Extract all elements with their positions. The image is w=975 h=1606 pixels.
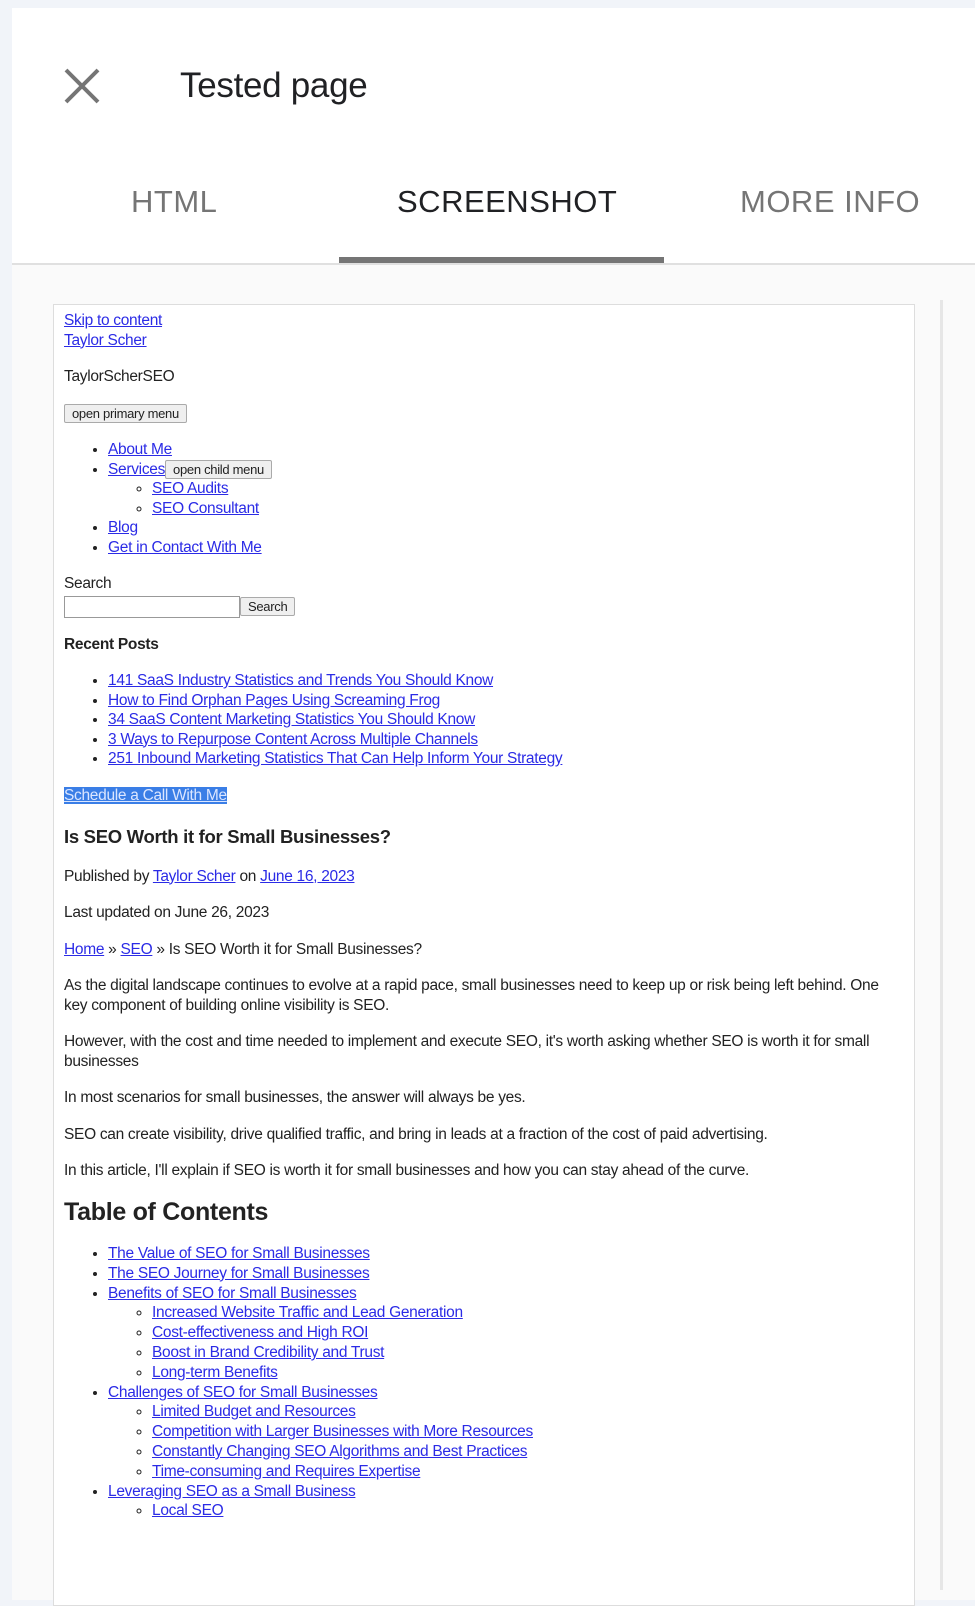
nav-about[interactable]: About Me	[108, 441, 172, 458]
toc-title: Table of Contents	[64, 1197, 269, 1226]
toc-link[interactable]: The Value of SEO for Small Businesses	[108, 1245, 370, 1262]
toc-link[interactable]: Long-term Benefits	[152, 1363, 278, 1381]
nav-blog[interactable]: Blog	[108, 519, 138, 536]
site-name: TaylorScherSEO	[64, 368, 175, 385]
paragraph: In most scenarios for small businesses, the answer will always be yes.	[64, 1089, 526, 1106]
date-link[interactable]: June 16, 2023	[260, 867, 355, 885]
paragraph: In this article, I'll explain if SEO is worth it for small businesses and how you can stay ahead of the curve.	[64, 1162, 750, 1179]
toc-link[interactable]: Benefits of SEO for Small Businesses	[108, 1284, 357, 1302]
toc-link[interactable]: Competition with Larger Businesses with More Resources	[152, 1423, 533, 1441]
toc-link[interactable]: The SEO Journey for Small Businesses	[108, 1264, 370, 1282]
skip-link[interactable]: Skip to content	[64, 312, 163, 329]
breadcrumb-current: Is SEO Worth it for Small Businesses?	[168, 940, 422, 958]
breadcrumb-seo[interactable]: SEO	[120, 940, 153, 958]
paragraph: As the digital landscape continues to evolve at a rapid pace, small businesses need to keep up or risk being left behind. One key component of building online visibility is SEO.	[64, 977, 879, 1014]
paragraph: However, with the cost and time needed to implement and execute SEO, it's worth asking whether SEO is worth it for small businesses	[64, 1033, 870, 1070]
breadcrumb-home[interactable]: Home	[64, 940, 105, 958]
last-updated: Last updated on June 26, 2023	[64, 904, 270, 921]
toc-link[interactable]: Constantly Changing SEO Algorithms and Best Practices	[152, 1442, 528, 1460]
tab-more-info[interactable]: MORE INFO	[740, 184, 921, 219]
close-icon[interactable]	[62, 66, 102, 106]
on-text: on	[239, 867, 257, 885]
recent-post-link[interactable]: 34 SaaS Content Marketing Statistics You Should Know	[108, 711, 475, 728]
panel-title: Tested page	[180, 66, 368, 105]
toc-link[interactable]: Cost-effectiveness and High ROI	[152, 1324, 369, 1342]
published-prefix: Published by	[64, 867, 150, 885]
tab-screenshot[interactable]: SCREENSHOT	[397, 184, 618, 219]
recent-posts-list	[64, 671, 904, 769]
nav-seo-consultant[interactable]: SEO Consultant	[152, 499, 259, 517]
toc-link[interactable]: Time-consuming and Requires Expertise	[152, 1462, 421, 1480]
toc-link[interactable]: Increased Website Traffic and Lead Generation	[152, 1304, 463, 1322]
search-button[interactable]: Search	[240, 597, 295, 616]
toc-link[interactable]: Local SEO	[152, 1502, 224, 1520]
nav-services[interactable]: Services	[108, 460, 166, 478]
toc-link[interactable]: Boost in Brand Credibility and Trust	[152, 1343, 385, 1361]
nav-contact[interactable]: Get in Contact With Me	[108, 538, 262, 556]
panel-header	[12, 8, 975, 265]
tab-html[interactable]: HTML	[131, 184, 218, 219]
toc-list	[64, 1244, 904, 1521]
recent-post-link[interactable]: 251 Inbound Marketing Statistics That Can Help Inform Your Strategy	[108, 750, 563, 767]
breadcrumb	[64, 940, 904, 960]
recent-post-link[interactable]: How to Find Orphan Pages Using Screaming Frog	[108, 691, 440, 709]
breadcrumb-sep: »	[108, 940, 117, 958]
recent-post-link[interactable]: 141 SaaS Industry Statistics and Trends You Should Know	[108, 672, 494, 689]
recent-posts-title: Recent Posts	[64, 635, 159, 653]
toc-link[interactable]: Leveraging SEO as a Small Business	[108, 1482, 356, 1500]
scrollbar[interactable]	[940, 300, 943, 1590]
breadcrumb-sep: »	[156, 940, 165, 958]
toc-link[interactable]: Limited Budget and Resources	[152, 1403, 356, 1421]
recent-post-link[interactable]: 3 Ways to Repurpose Content Across Multiple Channels	[108, 730, 478, 748]
paragraph: SEO can create visibility, drive qualified traffic, and bring in leads at a fraction of the cost of paid advertising.	[64, 1125, 768, 1143]
schedule-call-link[interactable]: Schedule a Call With Me	[64, 786, 227, 804]
open-child-menu-button[interactable]: open child menu	[165, 460, 272, 479]
search-input[interactable]	[64, 596, 240, 618]
open-primary-menu-button[interactable]: open primary menu	[64, 404, 187, 423]
screenshot-frame	[53, 304, 915, 1606]
site-link[interactable]: Taylor Scher	[64, 331, 147, 349]
toc-link[interactable]: Challenges of SEO for Small Businesses	[108, 1383, 378, 1401]
author-link[interactable]: Taylor Scher	[152, 867, 236, 885]
article-title: Is SEO Worth it for Small Businesses?	[64, 826, 391, 847]
nav-seo-audits[interactable]: SEO Audits	[152, 480, 229, 497]
active-tab-indicator	[339, 257, 664, 263]
search-label: Search	[64, 575, 112, 592]
primary-nav	[64, 440, 904, 557]
